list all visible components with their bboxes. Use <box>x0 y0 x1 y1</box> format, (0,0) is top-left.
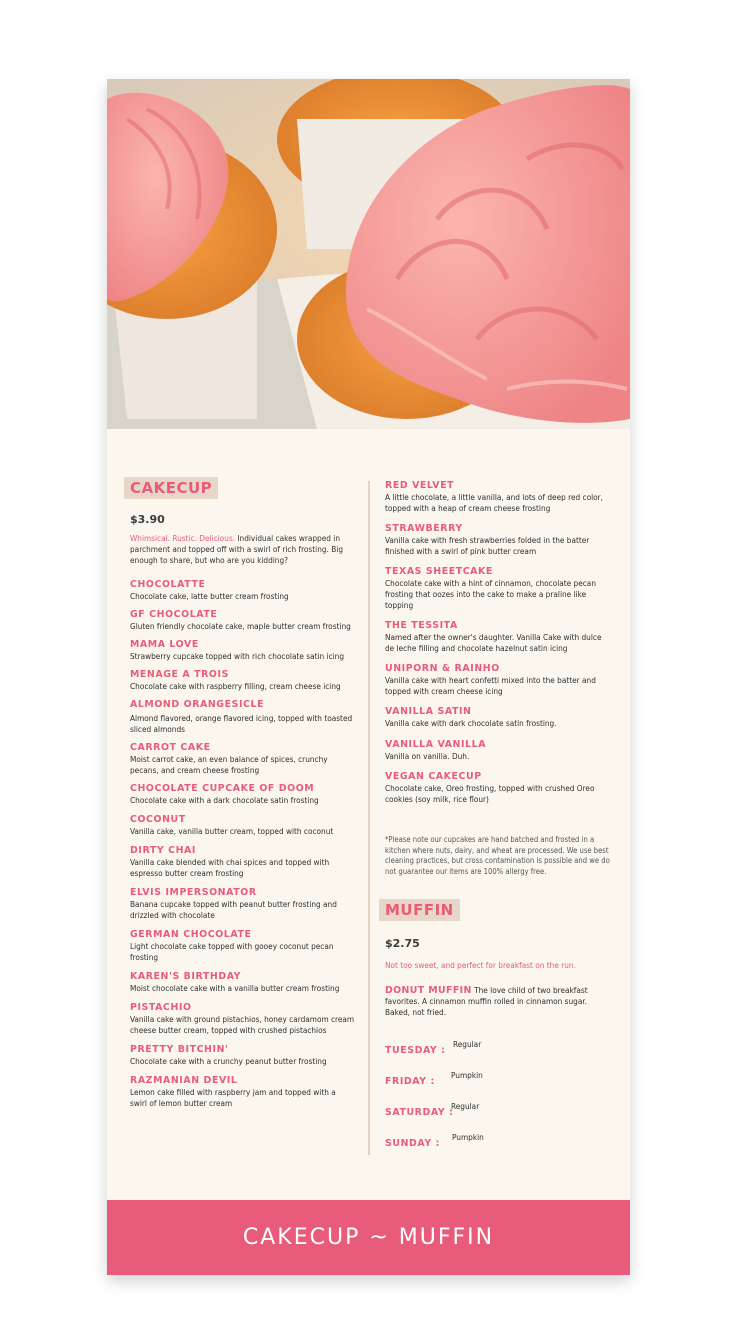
menu-item-name: MENAGE A TROIS <box>130 669 229 680</box>
day-flavor: Pumpkin <box>452 1132 484 1142</box>
cakecup-items-right <box>385 480 613 805</box>
menu-item-name: DIRTY CHAI <box>130 845 196 856</box>
menu-item <box>385 523 613 557</box>
menu-item-desc: Moist chocolate cake with a vanilla butter cream frosting <box>130 983 340 993</box>
cupcake-hero-image <box>107 79 630 429</box>
menu-item-name: ELVIS IMPERSONATOR <box>130 887 257 898</box>
menu-item <box>130 742 355 776</box>
menu-item-desc: Vanilla on vanilla. Duh. <box>385 751 470 761</box>
muffin-section-title: MUFFIN <box>379 899 460 921</box>
menu-item <box>385 706 613 729</box>
menu-item-desc: Chocolate cake with a hint of cinnamon, chocolate pecan frosting that oozes into the cake to make a praline like topping <box>385 578 596 610</box>
menu-item-desc: A little chocolate, a little vanilla, and lots of deep red color, topped with a heap of cream cheese frosting <box>385 492 603 513</box>
menu-item <box>385 480 613 514</box>
menu-item-desc: Vanilla cake, vanilla butter cream, topped with coconut <box>130 826 334 836</box>
cakecup-price: $3.90 <box>130 513 165 526</box>
day-flavor: Regular <box>451 1101 480 1111</box>
menu-item-name: CARROT CAKE <box>130 742 211 753</box>
menu-item <box>130 1002 355 1036</box>
menu-item-desc: Vanilla cake with ground pistachios, honey cardamom cream cheese butter cream, topped with crushed pistachios <box>130 1014 355 1035</box>
allergy-note: *Please note our cupcakes are hand batched and frosted in a kitchen where nuts, dairy, and wheat are processed. We use best cleaning practices, but cross contamination is possible and we do not guarantee our items are 100% allergy free. <box>385 835 610 876</box>
menu-item-desc: Chocolate cake with raspberry filling, cream cheese icing <box>130 681 341 691</box>
menu-item <box>385 566 613 611</box>
menu-item-name: STRAWBERRY <box>385 523 463 534</box>
menu-item-desc: Moist carrot cake, an even balance of spices, crunchy pecans, and cream cheese frosting <box>130 754 328 775</box>
cakecup-items-left <box>130 579 355 1109</box>
menu-item-desc: Vanilla cake with dark chocolate satin frosting. <box>385 718 557 728</box>
cakecup-intro-text: Individual cakes wrapped in parchment and topped off with a swirl of rich frosting. Big enough to share, but who are you kidding? <box>130 533 343 565</box>
menu-item-desc: Chocolate cake, latte butter cream frosting <box>130 591 289 601</box>
menu-item-desc: Chocolate cake with a dark chocolate satin frosting <box>130 795 319 805</box>
footer-title: CAKECUP ~ MUFFIN <box>242 1225 495 1250</box>
menu-item-name: THE TESSITA <box>385 620 458 631</box>
menu-item-desc: Chocolate cake with a crunchy peanut butter frosting <box>130 1056 327 1066</box>
menu-item <box>130 845 355 879</box>
menu-item-desc: Light chocolate cake topped with gooey coconut pecan frosting <box>130 941 334 962</box>
menu-item-name: CHOCOLATE CUPCAKE OF DOOM <box>130 783 315 794</box>
menu-item-name: VANILLA SATIN <box>385 706 472 717</box>
menu-item-desc: Banana cupcake topped with peanut butter frosting and drizzled with chocolate <box>130 899 337 920</box>
day-label: SATURDAY : <box>385 1107 454 1118</box>
menu-item-name: PRETTY BITCHIN' <box>130 1044 229 1055</box>
day-label: SUNDAY : <box>385 1138 440 1149</box>
menu-item-desc: Named after the owner's daughter. Vanilla Cake with dulce de leche filling and chocolate hazelnut satin icing <box>385 632 602 653</box>
menu-item <box>130 971 355 994</box>
menu-item-desc: Lemon cake filled with raspberry jam and topped with a swirl of lemon butter cream <box>130 1087 336 1108</box>
menu-item-name: RED VELVET <box>385 480 455 491</box>
menu-item-name: KAREN'S BIRTHDAY <box>130 971 242 982</box>
donut-muffin-item <box>385 985 613 1018</box>
menu-item-name: PISTACHIO <box>130 1002 192 1013</box>
menu-item-name: TEXAS SHEETCAKE <box>385 566 493 577</box>
day-label: FRIDAY : <box>385 1076 435 1087</box>
day-row <box>385 1100 480 1119</box>
menu-item-name: RAZMANIAN DEVIL <box>130 1075 238 1086</box>
menu-item-desc: Vanilla cake blended with chai spices and topped with espresso butter cream frosting <box>130 857 330 878</box>
menu-item-name: VEGAN CAKECUP <box>385 771 482 782</box>
menu-item <box>130 669 355 692</box>
menu-item <box>130 929 355 963</box>
donut-muffin-name: DONUT MUFFIN <box>385 985 472 996</box>
menu-item <box>130 1075 355 1109</box>
menu-item <box>130 783 355 806</box>
day-row <box>385 1069 483 1088</box>
menu-item <box>385 739 613 762</box>
menu-item <box>130 814 355 837</box>
menu-item <box>385 663 613 697</box>
menu-item <box>130 609 355 632</box>
day-flavor: Regular <box>453 1039 482 1049</box>
day-label: TUESDAY : <box>385 1045 446 1056</box>
muffin-tagline: Not too sweet, and perfect for breakfast on the run. <box>385 960 576 970</box>
day-flavor: Pumpkin <box>451 1070 483 1080</box>
menu-item-name: UNIPORN & RAINHO <box>385 663 500 674</box>
muffin-price: $2.75 <box>385 937 420 950</box>
menu-item-desc: Vanilla cake with heart confetti mixed into the batter and topped with cream cheese icing <box>385 675 596 696</box>
cakecup-intro <box>130 533 352 566</box>
menu-item-name: GERMAN CHOCOLATE <box>130 929 252 940</box>
menu-item-desc: Strawberry cupcake topped with rich chocolate satin icing <box>130 651 345 661</box>
day-row <box>385 1131 484 1150</box>
menu-item <box>130 579 355 602</box>
menu-item-name: COCONUT <box>130 814 186 825</box>
menu-item <box>385 771 613 805</box>
donut-muffin-desc: The love child of two breakfast favorites. A cinnamon muffin rolled in cinnamon sugar. Baked, not fried. <box>385 985 588 1017</box>
cakecup-section-title: CAKECUP <box>124 477 218 499</box>
footer-banner <box>107 1200 630 1275</box>
cakecup-tagline: Whimsical. Rustic. Delicious. <box>130 533 236 543</box>
menu-item-name: VANILLA VANILLA <box>385 739 487 750</box>
menu-item-name: ALMOND ORANGESICLE <box>130 699 265 710</box>
menu-item-desc: Vanilla cake with fresh strawberries folded in the batter finished with a swirl of pink butter cream <box>385 535 590 556</box>
menu-item <box>130 639 355 662</box>
menu-item <box>385 620 613 654</box>
menu-item-desc: Chocolate cake, Oreo frosting, topped with crushed Oreo cookies (soy milk, rice flour) <box>385 783 595 804</box>
menu-item-name: MAMA LOVE <box>130 639 199 650</box>
menu-item-name: GF CHOCOLATE <box>130 609 218 620</box>
menu-item <box>130 699 355 735</box>
day-row <box>385 1038 482 1057</box>
menu-item <box>130 887 355 921</box>
menu-item <box>130 1044 355 1067</box>
column-divider <box>368 481 370 1155</box>
menu-item-desc: Gluten friendly chocolate cake, maple butter cream frosting <box>130 621 351 631</box>
menu-item-name: CHOCOLATTE <box>130 579 206 590</box>
menu-card <box>107 79 630 1275</box>
menu-item-desc: Almond flavored, orange flavored icing, topped with toasted sliced almonds <box>130 713 353 734</box>
